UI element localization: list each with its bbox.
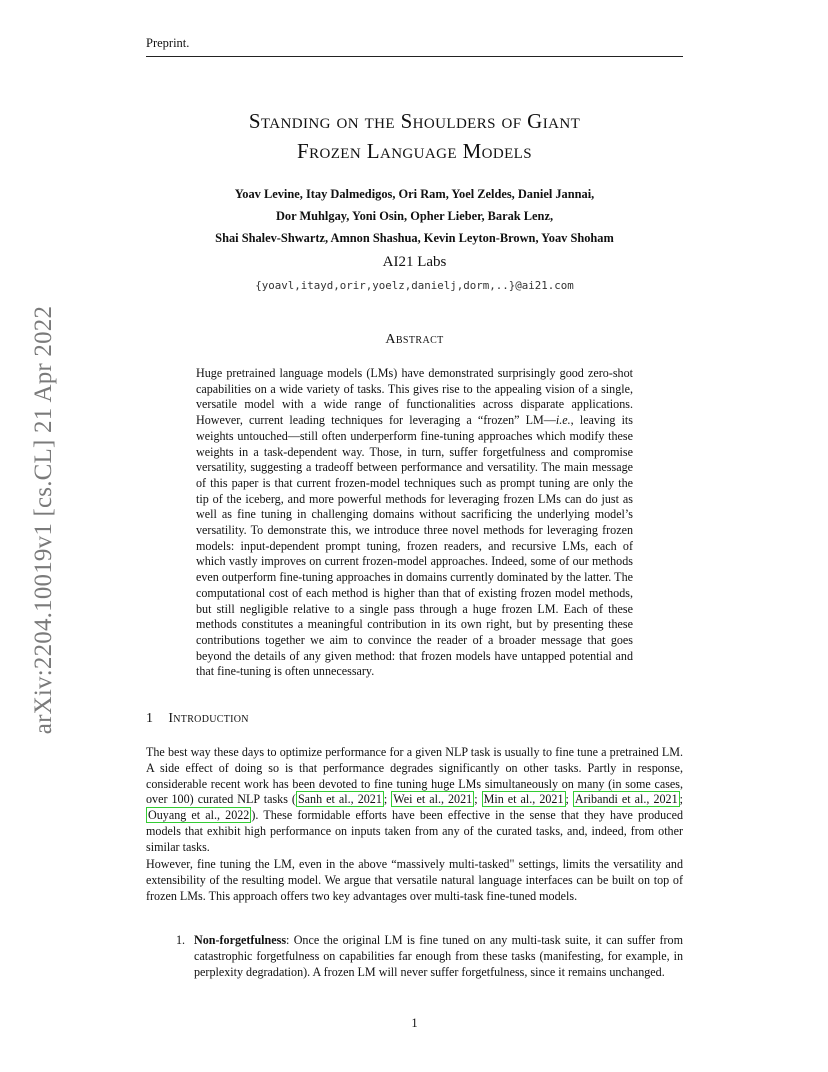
citation-link-min[interactable]: Min et al., 2021	[483, 792, 564, 807]
abstract-heading: Abstract	[385, 332, 444, 347]
title-line-1: Standing on the Shoulders of Giant	[248, 109, 581, 133]
page-number: 1	[411, 1016, 418, 1030]
list-term: Non-forgetfulness	[194, 933, 287, 947]
list-text: : Once the original LM is fine tuned on any multi-task suite, it can suffer from catastrophic forgetfulness on capabilities far enough from these tasks (manifesting, for example, in perplexity degradation). A frozen LM will never suffer forgetfulness, since it remains unchanged.	[194, 933, 683, 979]
author-list	[146, 183, 683, 249]
abstract-part-2: , leaving its weights untouched—still often underperform fine-tuning approaches which modify these weights in a task-dependent way. Those, in turn, suffer forgetfulness and compromise versatility, suggesting a tradeoff between performance and versatility. The main message of this paper is that current frozen-model techniques such as prompt tuning are only the tip of the iceberg, and more powerful methods for leveraging frozen LMs can do just as well as fine tuning in challenging domains without sacrificing the underlying model’s versatility. To demonstrate this, we introduce three novel methods for leveraging frozen models: input-dependent prompt tuning, frozen readers, and recursive LMs, each of which vastly improves on current frozen-model approaches. Indeed, some of our methods even outperform fine-tuning approaches in domains currently dominated by the latter. The computational cost of each method is higher than that of existing frozen model methods, but still negligible relative to a single pass through a huge frozen LM. Each of these methods constitutes a meaningful contribution in its own right, but by presenting these contributions together we aim to convince the reader of a broader message that goes beyond the details of any given method: that frozen models have untapped potential and that fine-tuning is often unnecessary.	[196, 413, 633, 679]
intro-p1-part-2: ). These formidable efforts have been effective in the sense that they have produced models that exhibit high performance on inputs taken from any of the curated tasks, and, indeed, from other similar tasks.	[146, 808, 683, 854]
list-marker: 1.	[176, 933, 186, 947]
intro-paragraph-1: The best way these days to optimize performance for a given NLP task is usually to fine tune a pretrained LM. A side effect of doing so is that performance degrades significantly on other tasks. Partly in response, considerable recent work has been devoted to fine tuning huge LMs simultaneously on many (in some cases, over 100) curated NLP tasks ( Sanh et al., 2021 ; Wei et al., 2021 ; Min et al., 2021 ; Aribandi et al., 2021 ; Ouyang et al., 2022 ). These formidable efforts have been effective in the sense that they have produced models that exhibit high performance on inputs taken from any of the curated tasks, and, indeed, from other similar tasks.	[146, 745, 684, 854]
title-line-2: Frozen Language Models	[297, 139, 532, 163]
list-item	[176, 933, 683, 980]
section-heading-introduction	[146, 711, 249, 727]
affiliation: AI21 Labs	[382, 254, 447, 270]
running-header: Preprint.	[146, 36, 683, 57]
abstract-ie: i.e.	[555, 413, 571, 428]
list-item-body	[194, 933, 683, 980]
intro-p1-part-1: The best way these days to optimize performance for a given NLP task is usually to fine tune a pretrained LM. A side effect of doing so is that performance degrades significantly on other tasks. Partly in response, considerable recent work has been devoted to fine tuning huge LMs simultaneously on many (in some cases, over 100) curated NLP tasks (	[146, 745, 683, 807]
intro-paragraph-2: However, fine tuning the LM, even in the above “massively multi-tasked" settings, limits the versatility and extensibility of the resulting model. We argue that versatile natural language interfaces can be built on top of frozen LMs. This approach offers two key advantages over multi-task fine-tuned models.	[146, 857, 683, 903]
citation-link-wei[interactable]: Wei et al., 2021	[393, 792, 473, 807]
arxiv-identifier[interactable]: arXiv:2204.10019v1 [cs.CL] 21 Apr 2022	[30, 305, 57, 735]
abstract-text	[196, 366, 633, 680]
author-line-1: Yoav Levine, Itay Dalmedigos, Ori Ram, Yoel Zeldes, Daniel Jannai,	[234, 187, 595, 201]
paper-title	[146, 106, 683, 166]
abstract-part-1: Huge pretrained language models (LMs) have demonstrated surprisingly good zero-shot capabilities on a wide variety of tasks. This gives rise to the appealing vision of a single, versatile model with a wide range of functionalities across disparate applications. However, current leading techniques for leveraging a “frozen” LM—	[196, 366, 633, 428]
section-number: 1	[146, 711, 154, 726]
citation-link-ouyang[interactable]: Ouyang et al., 2022	[148, 808, 250, 823]
author-line-3: Shai Shalev-Shwartz, Amnon Shashua, Kevin Leyton-Brown, Yoav Shoham	[215, 231, 614, 245]
section-title: Introduction	[168, 711, 249, 726]
author-line-2: Dor Muhlgay, Yoni Osin, Opher Lieber, Barak Lenz,	[275, 209, 554, 223]
citation-link-aribandi[interactable]: Aribandi et al., 2021	[574, 792, 678, 807]
author-emails: {yoavl,itayd,orir,yoelz,danielj,dorm,..}@ai21.com	[255, 279, 574, 292]
citation-link-sanh[interactable]: Sanh et al., 2021	[297, 792, 382, 807]
